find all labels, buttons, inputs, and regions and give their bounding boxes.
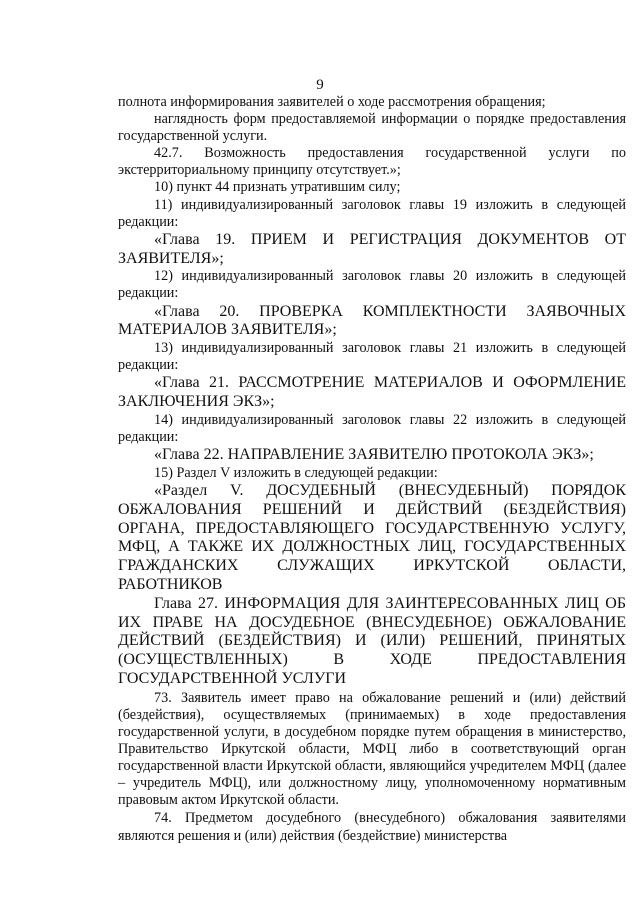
section-v-heading: «Раздел V. ДОСУДЕБНЫЙ (ВНЕСУДЕБНЫЙ) ПОРЯДОК ОБЖАЛОВАНИЯ РЕШЕНИЙ И ДЕЙСТВИЙ (БЕЗДЕЙСТВИЯ) ОРГАНА, ПРЕДОСТАВЛЯЮЩЕГО ГОСУДАРСТВЕННУЮ УСЛУГУ, МФЦ, А ТАКЖЕ ИХ ДОЛЖНОСТНЫХ ЛИЦ, ГОСУДАРСТВЕННЫХ ГРАЖДАНСКИХ СЛУЖАЩИХ ИРКУТСКОЙ ОБЛАСТИ, РАБОТНИКОВ	[118, 481, 626, 593]
chapter-22-heading: «Глава 22. НАПРАВЛЕНИЕ ЗАЯВИТЕЛЮ ПРОТОКОЛА ЭКЗ»;	[154, 446, 594, 464]
paragraph-73: 73. Заявитель имеет право на обжалование решений и (или) действий (бездействия), осуществляемых (принимаемых) в ходе предоставления государственной услуги, в досудебном порядке путем обращения в министерство, Правительство Иркутской области, МФЦ либо в соответствующий орган государственной власти Иркутской области, являющийся учредителем МФЦ (далее – учредитель МФЦ), или должностному лицу, уполномоченному нормативным правовым актом Иркутской области.	[118, 689, 626, 809]
chapter-21-heading: «Глава 21. РАССМОТРЕНИЕ МАТЕРИАЛОВ И ОФОРМЛЕНИЕ ЗАКЛЮЧЕНИЯ ЭКЗ»;	[118, 374, 626, 411]
paragraph-42-7: 42.7. Возможность предоставления государственной услуги по экстерриториальному принципу отсутствует.»;	[118, 145, 626, 179]
chapter-20-heading: «Глава 20. ПРОВЕРКА КОМПЛЕКТНОСТИ ЗАЯВОЧНЫХ МАТЕРИАЛОВ ЗАЯВИТЕЛЯ»;	[118, 302, 626, 339]
paragraph-informing: полнота информирования заявителей о ходе рассмотрения обращения;	[118, 94, 546, 110]
chapter-27-heading: Глава 27. ИНФОРМАЦИЯ ДЛЯ ЗАИНТЕРЕСОВАННЫХ ЛИЦ ОБ ИХ ПРАВЕ НА ДОСУДЕБНОЕ (ВНЕСУДЕБНОЕ) ОБЖАЛОВАНИЕ ДЕЙСТВИЙ (БЕЗДЕЙСТВИЯ) И (ИЛИ) РЕШЕНИЙ, ПРИНЯТЫХ (ОСУЩЕСТВЛЕННЫХ) В ХОДЕ ПРЕДОСТАВЛЕНИЯ ГОСУДАРСТВЕННОЙ УСЛУГИ	[118, 594, 626, 687]
paragraph-item-14: 14) индивидуализированный заголовок главы 22 изложить в следующей редакции:	[118, 411, 626, 445]
paragraph-item-13: 13) индивидуализированный заголовок главы 21 изложить в следующей редакции:	[118, 340, 626, 374]
paragraph-item-12: 12) индивидуализированный заголовок главы 20 изложить в следующей редакции:	[118, 268, 626, 302]
paragraph-clarity: наглядность форм предоставляемой информации о порядке предоставления государственной услуги.	[118, 111, 626, 145]
chapter-19-heading: «Глава 19. ПРИЕМ И РЕГИСТРАЦИЯ ДОКУМЕНТОВ ОТ ЗАЯВИТЕЛЯ»;	[118, 230, 626, 267]
paragraph-item-15: 15) Раздел V изложить в следующей редакции:	[154, 464, 438, 481]
paragraph-74: 74. Предметом досудебного (внесудебного) обжалования заявителями являются решения и (или) действия (бездействие) министерства	[118, 810, 626, 844]
paragraph-item-11: 11) индивидуализированный заголовок главы 19 изложить в следующей редакции:	[118, 196, 626, 230]
document-body	[118, 94, 626, 845]
paragraph-item-10: 10) пункт 44 признать утратившим силу;	[154, 179, 401, 196]
page-number: 9	[316, 77, 324, 93]
